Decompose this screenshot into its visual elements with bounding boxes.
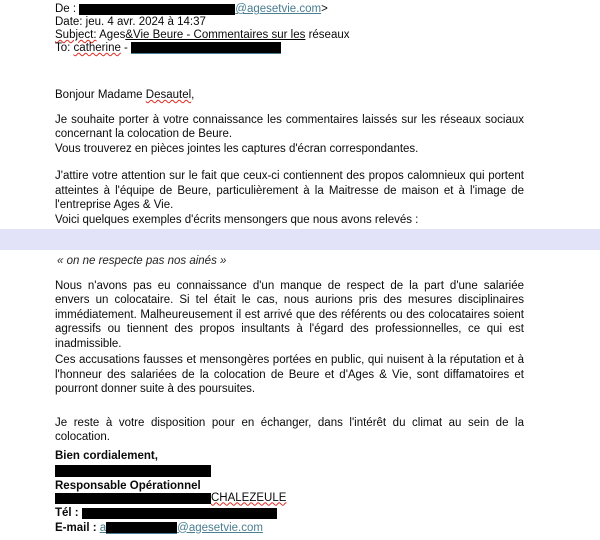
subject-label: Subject: (55, 29, 97, 41)
subject-text-underlined: &Vie Beure - Commentaires sur les (125, 29, 306, 41)
signature-city: CHALEZEULE (211, 491, 287, 504)
redacted-sender-name-bar (79, 4, 235, 15)
phone-label: Tél : (55, 506, 82, 519)
paragraph-examples-lead: Voici quelques exemples d'écrits mensongers que nous avons relevés : (55, 213, 419, 226)
signature-role: Responsable Opérationnel (55, 479, 201, 492)
header-from-line (55, 3, 560, 16)
selection-highlight-band (0, 229, 600, 250)
recipient-name: catherine (73, 42, 121, 54)
redacted-signature-name-bar (55, 465, 211, 477)
redacted-phone-bar (82, 508, 277, 519)
from-label: De : (55, 3, 77, 15)
paragraph-attachments: Vous trouverez en pièces jointes les captures d'écran correspondantes. (55, 142, 419, 155)
to-label: To: (55, 42, 74, 54)
signature-email-link[interactable]: @agesetvie.com (177, 521, 263, 534)
signature-location-line (55, 492, 560, 504)
subject-text-post: réseaux (305, 29, 350, 41)
greeting-comma: , (191, 89, 195, 101)
greeting-line (55, 88, 524, 103)
header-date-line: Date: jeu. 4 avr. 2024 à 14:37 (55, 16, 206, 28)
email-address-fragment[interactable]: a (99, 521, 107, 534)
subject-text-pre: Ages (96, 29, 126, 41)
quoted-comment: « on ne respecte pas nos ainés » (57, 255, 227, 267)
to-separator: - (120, 42, 128, 54)
signature-phone-line (55, 507, 560, 519)
sender-email-link[interactable]: @agesetvie.com (235, 3, 322, 15)
paragraph-defamation: Ces accusations fausses et mensongères portées en public, qui nuisent à la réputation et à l'honneur des salariées de la colocation de Beure et d'Ages & Vie, sont diffamatoires et pourront donner suite à des poursuites. (55, 354, 524, 395)
paragraph-warning: J'attire votre attention sur le fait que ceux-ci contiennent des propos calomnieux qui portent atteintes à l'équipe de Beure, particulièrement à la Maitresse de maison et à l'image de l'entreprise Ages & Vie. (55, 170, 524, 211)
paragraph-response: Nous n'avons pas eu connaissance d'un manque de respect de la part d'une salariée envers un colocataire. Si tel était le cas, nous aurions pris des mesures disciplinaires immédiatement. Malheureusement il est arrivé que des référents ou des colocataires soient agressifs ou tiennent des propos insultants à l'égard des professionnelles, ce qui est inadmissible. (55, 279, 524, 350)
signature-closing: Bien cordialement, (55, 449, 158, 462)
paragraph-availability: Je reste à votre disposition pour en échanger, dans l'intérêt du climat au sein de la colocation. (55, 416, 524, 443)
header-to-line (55, 42, 560, 55)
greeting-text: Bonjour Madame (55, 89, 146, 101)
redacted-email-local-part-bar (106, 522, 177, 534)
recipient-surname: Desautel (145, 89, 192, 101)
header-subject-line (55, 29, 560, 42)
signature-email-line (55, 522, 560, 534)
paragraph-intro: Je souhaite porter à votre connaissance les commentaires laissés sur les réseaux sociaux concernant la colocation de Beure. (55, 113, 524, 140)
redacted-recipient-email-bar (131, 42, 281, 54)
from-suffix: > (321, 3, 328, 15)
email-label: E-mail : (55, 521, 100, 534)
email-header (55, 3, 560, 55)
redacted-address-bar (55, 493, 211, 504)
